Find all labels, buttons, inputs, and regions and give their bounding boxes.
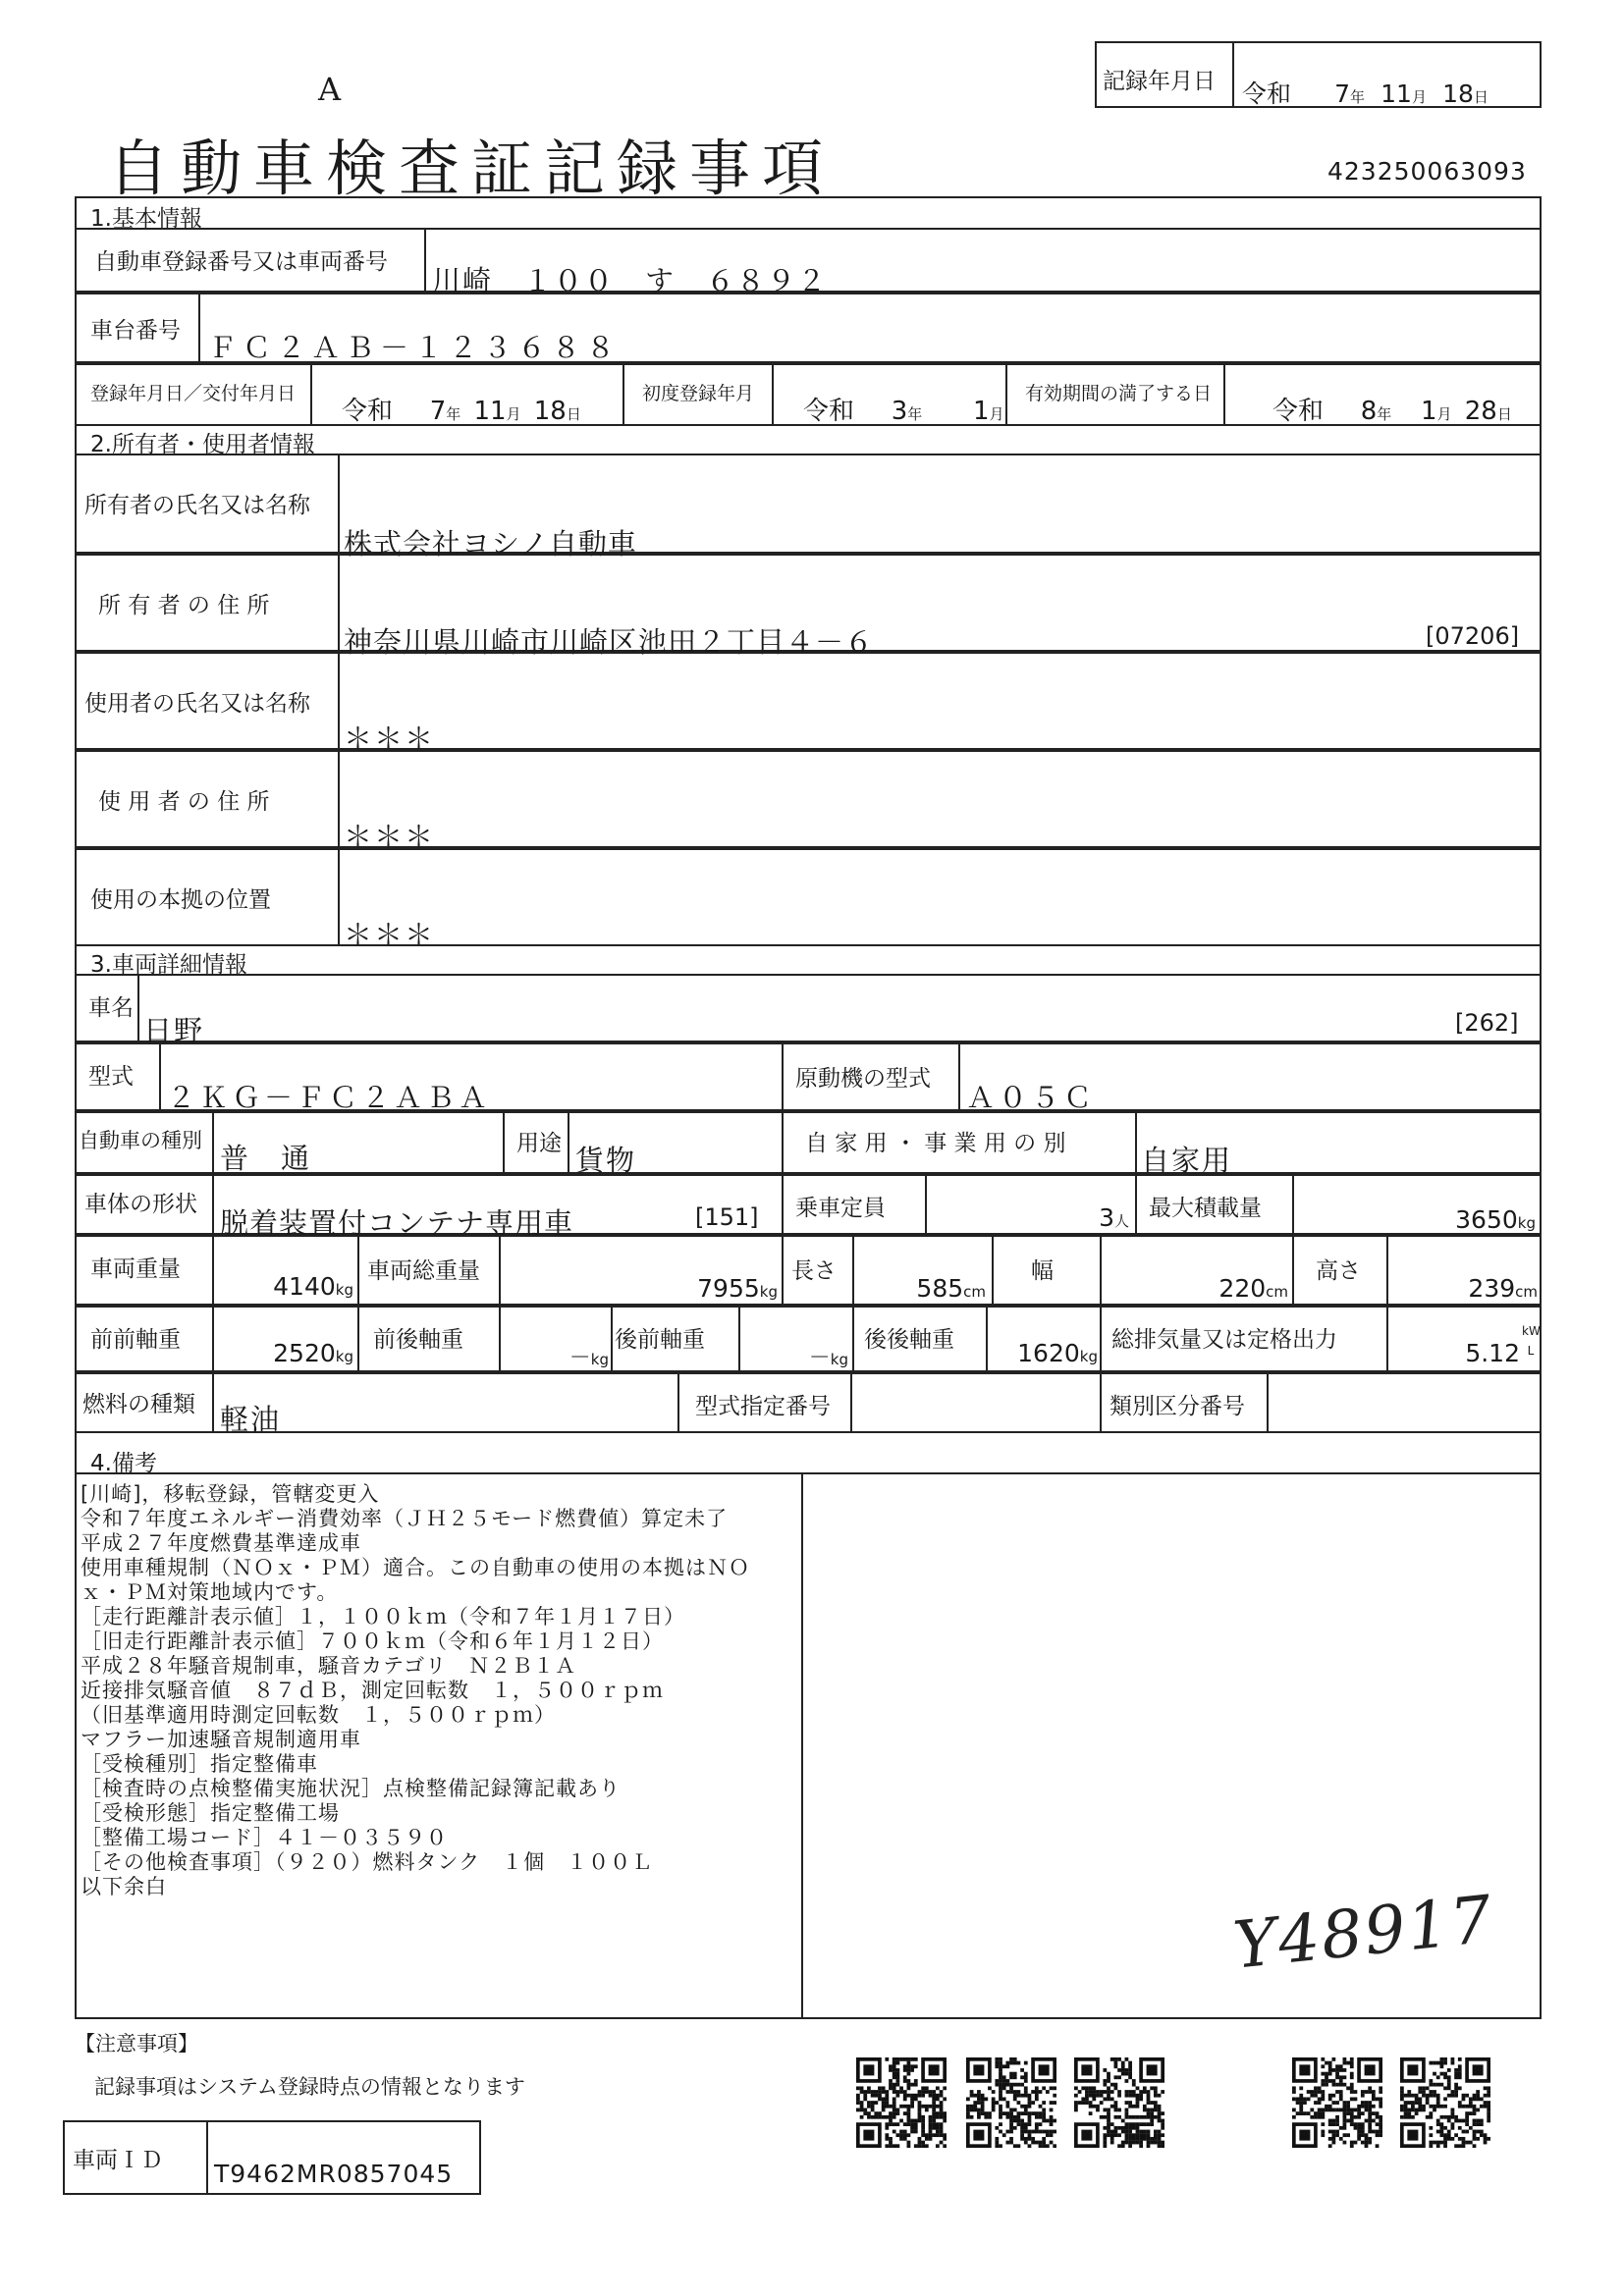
remark-line: ［走行距離計表示値］１，１００ｋｍ（令和７年１月１７日） — [81, 1605, 685, 1629]
rr-axle-label: 後後軸重 — [864, 1327, 954, 1353]
car-name-label: 車名 — [88, 995, 134, 1021]
fr-axle-label: 前後軸重 — [373, 1327, 463, 1353]
gross-label: 車両総重量 — [367, 1258, 480, 1284]
owner-name: 株式会社ヨシノ自動車 — [344, 527, 637, 561]
length-label: 長さ — [791, 1258, 837, 1284]
section3-heading: 3.車両詳細情報 — [90, 952, 247, 978]
qr-code-1 — [856, 2057, 947, 2148]
qr-code-2 — [966, 2057, 1056, 2148]
reg-number-label: 自動車登録番号又は車両番号 — [94, 249, 388, 275]
owner-address-code: [07206] — [1426, 622, 1520, 650]
max-load-label: 最大積載量 — [1149, 1196, 1262, 1221]
rr-axle: 1620kg — [1017, 1339, 1098, 1367]
car-name: 日野 — [143, 1014, 205, 1047]
chassis-label: 車台番号 — [90, 318, 181, 344]
capacity: 3人 — [1099, 1203, 1129, 1232]
remark-line: ［旧走行距離計表示値］７００ｋｍ（令和６年１月１２日） — [81, 1629, 664, 1653]
width-label: 幅 — [1031, 1258, 1054, 1284]
kind: 普 通 — [220, 1142, 312, 1175]
expiry-label: 有効期間の満了する日 — [1025, 383, 1213, 404]
body-label: 車体の形状 — [84, 1192, 197, 1217]
car-name-row — [75, 974, 1542, 1042]
displacement-units: kW L — [1522, 1324, 1541, 1358]
car-name-code: [262] — [1455, 1009, 1519, 1037]
weight-label: 車両重量 — [90, 1256, 181, 1282]
record-date: 令和 7年 11月 18日 — [1242, 80, 1489, 108]
reg-number: 川崎 １００ す ６８９２ — [432, 264, 829, 297]
weight: 4140kg — [273, 1272, 353, 1301]
base-location-row — [75, 848, 1542, 946]
body-code: [151] — [695, 1203, 759, 1231]
rf-axle-label: 後前軸重 — [615, 1327, 705, 1353]
user-name: ＊＊＊ — [344, 721, 436, 755]
user-address: ＊＊＊ — [344, 820, 436, 853]
type-desig-label: 型式指定番号 — [695, 1394, 831, 1419]
record-date-label: 記録年月日 — [1103, 69, 1216, 94]
private-label: 自 家 用 ・ 事 業 用 の 別 — [805, 1131, 1066, 1156]
qr-code-3 — [1074, 2057, 1164, 2148]
max-load: 3650kg — [1455, 1205, 1536, 1234]
remark-line: ［整備工場コード］４１－０３５９０ — [81, 1826, 448, 1849]
section1-heading: 1.基本情報 — [90, 206, 202, 232]
owner-name-label: 所有者の氏名又は名称 — [84, 493, 310, 518]
remark-line: 近接排気騒音値 ８７ｄＢ，測定回転数 １，５００ｒｐｍ — [81, 1679, 664, 1702]
expiry-date: 令和 8年 1月 28日 — [1272, 397, 1512, 426]
owner-address: 神奈川県川崎市川崎区池田２丁目４－６ — [344, 625, 875, 659]
gross: 7955kg — [697, 1274, 778, 1303]
base-location: ＊＊＊ — [344, 918, 436, 951]
remark-line: （旧基準適用時測定回転数 １，５００ｒｐｍ） — [81, 1703, 556, 1727]
user-address-label: 使 用 者 の 住 所 — [98, 789, 270, 815]
capacity-label: 乗車定員 — [795, 1196, 886, 1221]
remarks-block — [81, 1482, 750, 1899]
remark-line: ｘ・ＰＭ対策地域内です。 — [81, 1580, 339, 1604]
private: 自家用 — [1141, 1144, 1233, 1177]
base-location-label: 使用の本拠の位置 — [90, 887, 271, 913]
remark-line: ［検査時の点検整備実施状況］点検整備記録簿記載あり — [81, 1777, 621, 1800]
height-label: 高さ — [1316, 1258, 1361, 1284]
fr-axle: －kg — [568, 1346, 609, 1370]
remark-line: [川崎]，移転登録，管轄変更入 — [81, 1482, 380, 1506]
reg-date-label: 登録年月日／交付年月日 — [90, 383, 297, 404]
user-name-label: 使用者の氏名又は名称 — [84, 691, 310, 717]
width: 220cm — [1218, 1274, 1288, 1303]
height: 239cm — [1468, 1274, 1538, 1303]
displacement: 5.12 — [1465, 1339, 1520, 1367]
model-label: 型式 — [88, 1064, 134, 1090]
owner-address-label: 所 有 者 の 住 所 — [98, 593, 270, 618]
document-title: 自動車検査証記録事項 — [108, 133, 836, 204]
handwritten-note: Y48917 — [1229, 1881, 1497, 1984]
remark-line: マフラー加速騒音規制適用車 — [81, 1728, 361, 1751]
remark-line: 平成２８年騒音規制車，騒音カテゴリ Ｎ２Ｂ１Ａ — [81, 1654, 577, 1678]
notes-heading: 【注意事項】 — [75, 2032, 198, 2056]
remark-line: 使用車種規制（ＮＯｘ・ＰＭ）適合。この自動車の使用の本拠はＮＯ — [81, 1556, 750, 1579]
engine-label: 原動機の型式 — [795, 1066, 931, 1092]
fuel: 軽油 — [220, 1403, 282, 1436]
use-label: 用途 — [516, 1131, 562, 1156]
displacement-label: 総排気量又は定格出力 — [1111, 1327, 1337, 1353]
first-reg-date: 令和 3年 1月 — [803, 397, 1004, 426]
first-reg-label: 初度登録年月 — [642, 383, 755, 404]
remark-line: ［その他検査事項］（９２０）燃料タンク １個 １００Ｌ — [81, 1850, 654, 1874]
remark-line: ［受検形態］指定整備工場 — [81, 1801, 340, 1825]
section2-heading: 2.所有者・使用者情報 — [90, 432, 315, 457]
form-mark: A — [318, 71, 342, 108]
engine: Ａ０５Ｃ — [966, 1081, 1097, 1114]
section4-heading: 4.備考 — [90, 1451, 157, 1476]
chassis-number: ＦＣ２ＡＢ－１２３６８８ — [208, 331, 622, 364]
class-label: 類別区分番号 — [1110, 1394, 1245, 1419]
remark-line: ［受検種別］指定整備車 — [81, 1752, 318, 1776]
rf-axle: －kg — [808, 1346, 848, 1370]
model: ２ＫＧ－ＦＣ２ＡＢＡ — [167, 1081, 492, 1114]
length: 585cm — [916, 1274, 986, 1303]
notes-text: 記録事項はシステム登録時点の情報となります — [94, 2075, 525, 2099]
kind-label: 自動車の種別 — [79, 1129, 202, 1152]
qr-code-4 — [1292, 2057, 1382, 2148]
remark-line: 令和７年度エネルギー消費効率（ＪＨ２５モード燃費値）算定未了 — [81, 1507, 729, 1530]
qr-code-5 — [1400, 2057, 1490, 2148]
ff-axle-label: 前前軸重 — [90, 1327, 181, 1353]
document-number: 423250063093 — [1327, 157, 1527, 186]
use: 貨物 — [575, 1144, 637, 1177]
reg-date: 令和 7年 11月 18日 — [342, 397, 581, 426]
remark-line: 以下余白 — [81, 1875, 167, 1898]
remark-line: 平成２７年度燃費基準達成車 — [81, 1531, 361, 1555]
user-address-row — [75, 750, 1542, 848]
ff-axle: 2520kg — [273, 1339, 353, 1367]
vehicle-id: T9462MR0857045 — [214, 2160, 454, 2188]
body: 脱着装置付コンテナ専用車 — [220, 1206, 574, 1240]
vehicle-id-label: 車両ＩＤ — [73, 2148, 163, 2173]
fuel-label: 燃料の種類 — [82, 1392, 195, 1417]
